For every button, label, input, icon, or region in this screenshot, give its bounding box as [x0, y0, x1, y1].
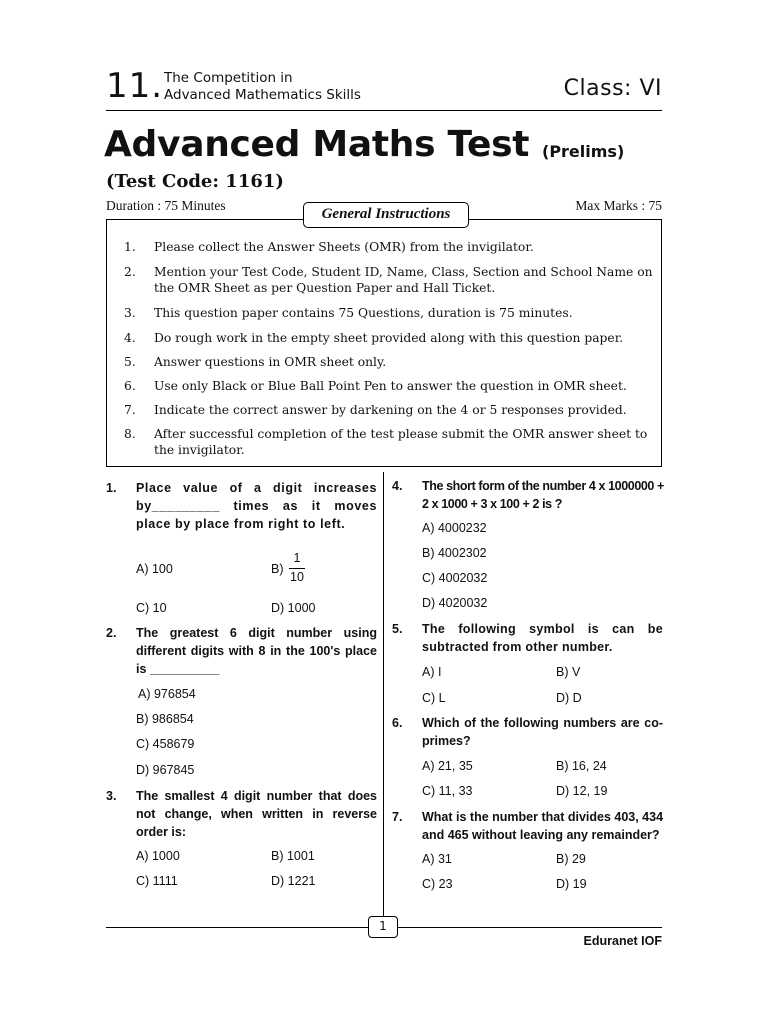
option-d: D) 4020032 [422, 596, 488, 610]
option-a: A) 31 [422, 852, 452, 866]
option-a: A) I [422, 665, 442, 679]
instruction-number: 7. [124, 403, 136, 417]
option-d: D) 967845 [136, 763, 195, 777]
instruction-item [124, 378, 654, 394]
instruction-number: 4. [124, 331, 136, 345]
instruction-item [124, 330, 654, 346]
publisher-brand: Eduranet IOF [583, 934, 662, 948]
instruction-number: 1. [124, 240, 136, 254]
instruction-item [124, 264, 654, 296]
option-a: A) 21, 35 [422, 759, 473, 773]
question-text: What is the number that divides 403, 434 and 465 without leaving any remainder? [422, 810, 664, 842]
instructions-title: General Instructions [303, 202, 469, 228]
instruction-text: Indicate the correct answer by darkening on the 4 or 5 responses provided. [154, 403, 627, 417]
instruction-text: Use only Black or Blue Ball Point Pen to answer the question in OMR sheet. [154, 379, 627, 393]
max-marks-label: Max Marks : 75 [575, 198, 662, 213]
option-d: D) 1000 [271, 601, 316, 615]
fraction-bar [289, 568, 305, 569]
instruction-text: This question paper contains 75 Questions, duration is 75 minutes. [154, 306, 573, 320]
instruction-text: Please collect the Answer Sheets (OMR) from the invigilator. [154, 240, 534, 254]
question-text: The following symbol is can be subtracted from other number. [422, 622, 663, 654]
instruction-item [124, 239, 654, 255]
question-text: The short form of the number 4 x 1000000 + 2 x 1000 + 3 x 100 + 2 is ? [422, 479, 664, 511]
class-label: Class: VI [563, 76, 662, 101]
question-number: 1. [106, 481, 117, 495]
instruction-item [124, 426, 654, 458]
question-number: 3. [106, 789, 117, 803]
option-c: C) 458679 [136, 737, 195, 751]
question-text: The greatest 6 digit number using different digits with 8 in the 100's place is __________ [136, 626, 377, 676]
option-b: B) 4002302 [422, 546, 487, 560]
subtitle-line-1: The Competition in [164, 70, 293, 86]
question-number: 5. [392, 622, 403, 636]
option-c: C) 1111 [136, 874, 178, 888]
question-number: 6. [392, 716, 403, 730]
option-a: A) 100 [136, 562, 173, 576]
option-a: A) 1000 [136, 849, 180, 863]
question-text: Place value of a digit increases by_________ times as it moves place by place from right to left. [136, 481, 377, 531]
fraction-numerator: 1 [293, 551, 301, 565]
option-d: D) D [556, 691, 582, 705]
page-title: Advanced Maths Test [104, 124, 530, 165]
option-b: B) 29 [556, 852, 586, 866]
instruction-text: Answer questions in OMR sheet only. [154, 355, 387, 369]
option-a: A) 976854 [138, 687, 196, 701]
option-b: B) [271, 562, 284, 576]
instruction-item [124, 354, 654, 370]
instruction-number: 8. [124, 427, 136, 441]
instruction-item [124, 402, 654, 418]
instruction-text: Do rough work in the empty sheet provided along with this question paper. [154, 331, 624, 345]
instruction-item [124, 305, 654, 321]
option-c: C) 23 [422, 877, 453, 891]
option-b: B) 986854 [136, 712, 194, 726]
instruction-number: 2. [124, 265, 136, 279]
test-code: (Test Code: 1161) [106, 171, 284, 192]
option-c: C) 11, 33 [422, 784, 473, 798]
question-number: 2. [106, 626, 117, 640]
option-c: C) 10 [136, 601, 167, 615]
section-number: 11. [106, 66, 164, 106]
option-d: D) 12, 19 [556, 784, 608, 798]
fraction-denominator: 10 [290, 570, 304, 584]
instruction-text: Mention your Test Code, Student ID, Name, Class, Section and School Name on the OMR Sheet as per Question Paper and Hall Ticket. [154, 265, 653, 295]
instruction-number: 3. [124, 306, 136, 320]
option-b: B) 1001 [271, 849, 315, 863]
competition-subtitle [164, 70, 361, 104]
option-c: C) 4002032 [422, 571, 488, 585]
option-a: A) 4000232 [422, 521, 487, 535]
question-number: 7. [392, 810, 403, 824]
duration-label: Duration : 75 Minutes [106, 198, 226, 213]
instruction-number: 5. [124, 355, 136, 369]
option-b: B) 16, 24 [556, 759, 607, 773]
subtitle-line-2: Advanced Mathematics Skills [164, 87, 361, 103]
option-d: D) 19 [556, 877, 587, 891]
question-text: Which of the following numbers are co-primes? [422, 716, 663, 748]
option-d: D) 1221 [271, 874, 316, 888]
title-prelims: (Prelims) [542, 142, 625, 161]
column-divider [383, 472, 384, 924]
page-number: 1 [368, 916, 398, 938]
instruction-number: 6. [124, 379, 136, 393]
question-number: 4. [392, 479, 403, 493]
question-text: The smallest 4 digit number that does not change, when written in reverse order is: [136, 789, 377, 839]
header-divider [106, 110, 662, 111]
option-c: C) L [422, 691, 446, 705]
instruction-text: After successful completion of the test please submit the OMR answer sheet to the invigilator. [154, 427, 648, 457]
option-b: B) V [556, 665, 581, 679]
